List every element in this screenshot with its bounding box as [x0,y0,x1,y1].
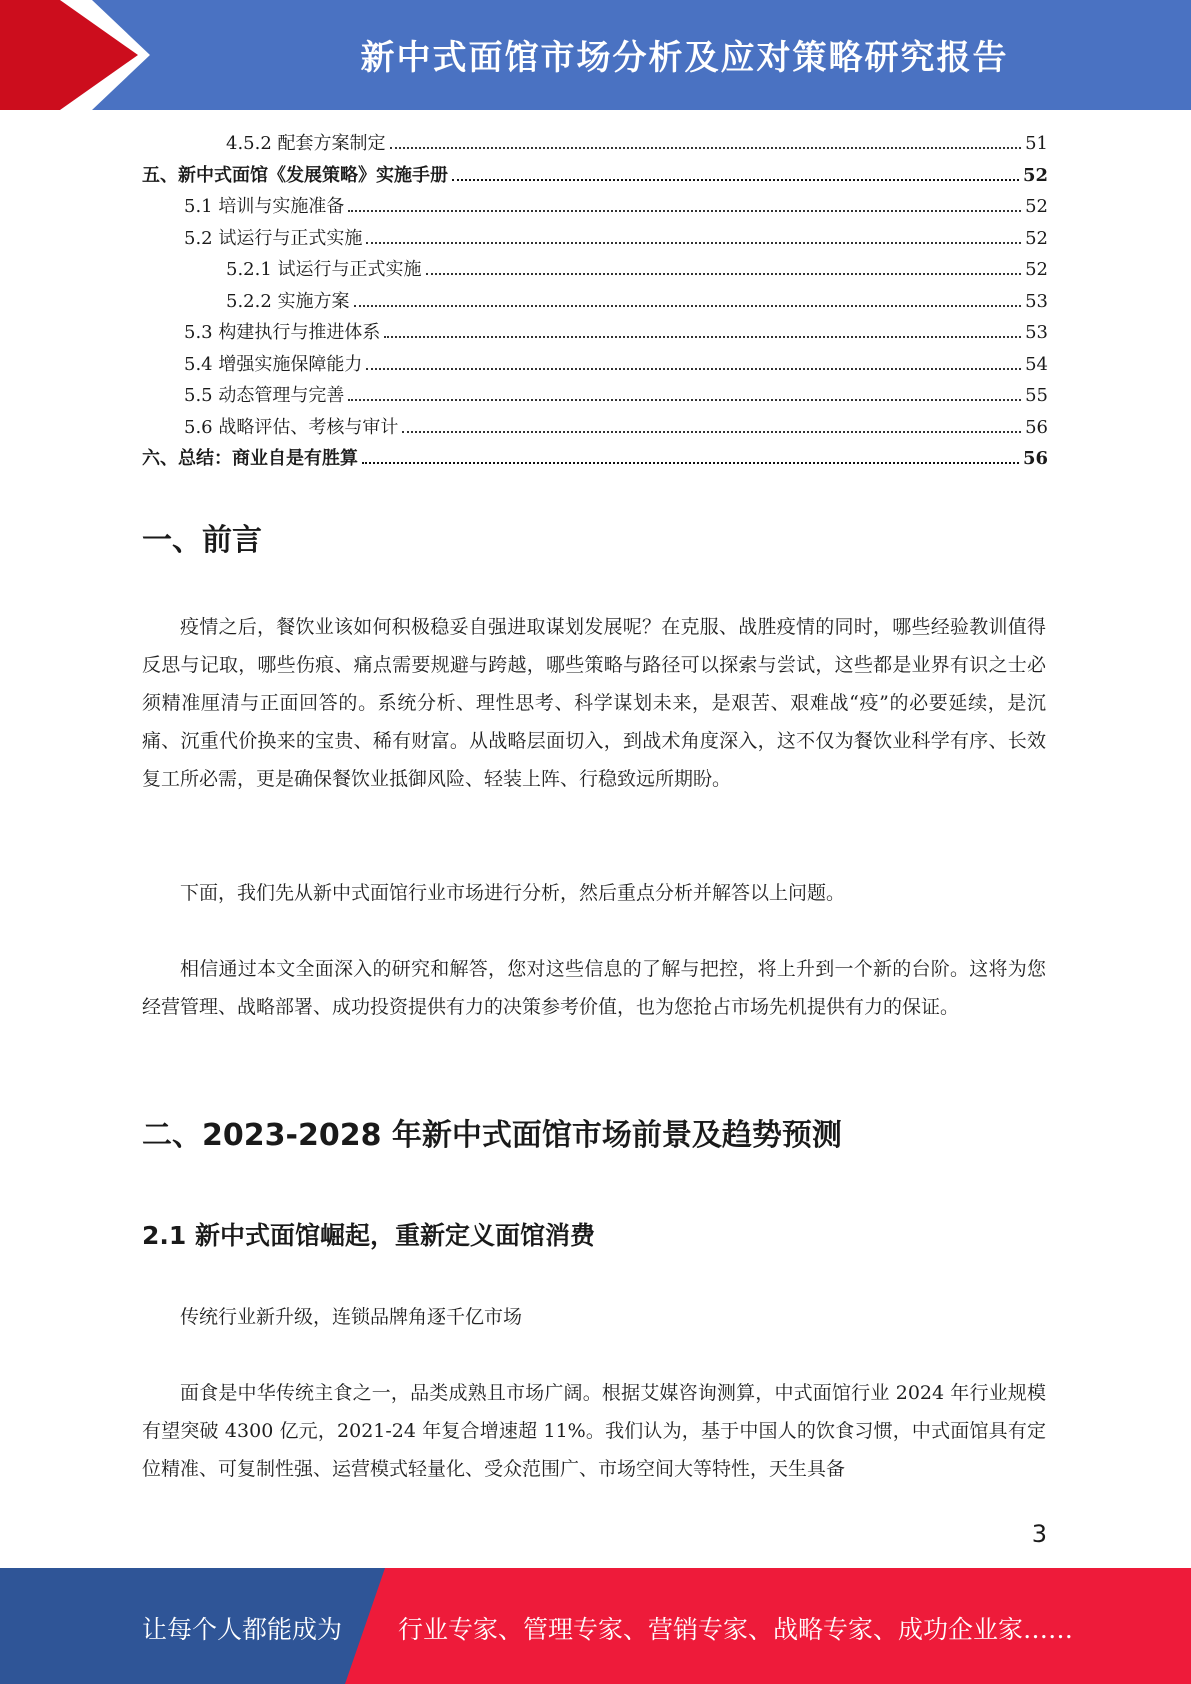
page-number: 3 [1031,1520,1047,1548]
toc-entry-page: 53 [1025,322,1048,343]
toc-entry-label: 5.3 构建执行与推进体系 [184,322,381,343]
toc-entry-label: 4.5.2 配套方案制定 [226,133,386,154]
toc-entry-label: 5.1 培训与实施准备 [184,196,345,217]
toc-leader-dots [390,147,1022,149]
toc-leader-dots [452,179,1019,181]
preface-paragraph-3: 相信通过本文全面深入的研究和解答，您对这些信息的了解与把控，将上升到一个新的台阶。这将为您经营管理、战略部署、成功投资提供有力的决策参考价值，也为您抢占市场先机提供有力的保证。 [142,958,1046,1018]
toc-leader-dots [348,210,1021,212]
toc-entry-page: 52 [1025,227,1048,249]
toc-leader-dots [366,242,1021,244]
toc-entry[interactable] [142,317,1048,349]
toc-entry[interactable] [142,412,1048,444]
toc-leader-dots [366,368,1021,370]
toc-entry-page: 56 [1025,416,1048,438]
footer-slogan-left: 让每个人都能成为 [142,1615,343,1644]
toc-entry-page: 56 [1022,448,1048,469]
toc-entry[interactable] [142,254,1048,286]
toc-entry[interactable] [142,286,1048,318]
report-title: 新中式面馆市场分析及应对策略研究报告 [360,38,1009,78]
toc-leader-dots [402,431,1021,433]
toc-entry-page: 51 [1025,133,1048,154]
toc-entry[interactable] [142,128,1048,160]
section-heading-preface: 一、前言 [142,523,262,558]
toc-entry-label: 5.2.2 实施方案 [226,290,350,312]
toc-entry-page: 54 [1025,353,1048,375]
section-heading-forecast: 二、2023-2028 年新中式面馆市场前景及趋势预测 [142,1118,842,1153]
page-footer [0,1568,1191,1684]
toc-entry[interactable] [142,349,1048,381]
toc-entry[interactable] [142,160,1048,192]
toc-entry[interactable] [142,380,1048,412]
toc-entry-label: 5.6 战略评估、考核与审计 [184,416,399,438]
toc-entry-label: 六、总结：商业自是有胜算 [142,448,358,469]
table-of-contents [142,128,1048,475]
toc-entry[interactable] [142,443,1048,475]
page-header [0,0,1191,110]
toc-entry[interactable] [142,223,1048,255]
toc-entry[interactable] [142,191,1048,223]
preface-paragraph-1: 疫情之后，餐饮业该如何积极稳妥自强进取谋划发展呢？在克服、战胜疫情的同时，哪些经验教训值得反思与记取，哪些伤痕、痛点需要规避与跨越，哪些策略与路径可以探索与尝试，这些都是业界有识之士必须精准厘清与正面回答的。系统分析、理性思考、科学谋划未来，是艰苦、艰难战“疫”的必要延续，是沉痛、沉重代价换来的宝贵、稀有财富。从战略层面切入，到战术角度深入，这不仅为餐饮业科学有序、长效复工所必需，更是确保餐饮业抵御风险、轻装上阵、行稳致远所期盼。 [142,616,1046,790]
toc-entry-label: 5.2 试运行与正式实施 [184,227,363,249]
toc-leader-dots [348,399,1021,401]
toc-leader-dots [426,273,1022,275]
toc-leader-dots [362,462,1019,464]
subsection-lead-line: 传统行业新升级，连锁品牌角逐千亿市场 [180,1306,523,1328]
toc-entry-page: 52 [1025,259,1048,280]
toc-entry-label: 5.4 增强实施保障能力 [184,353,363,375]
toc-entry-label: 5.2.1 试运行与正式实施 [226,259,422,280]
subsection-heading-2-1: 2.1 新中式面馆崛起，重新定义面馆消费 [142,1221,595,1250]
toc-leader-dots [354,305,1022,307]
header-chevron-decoration [0,0,200,110]
preface-paragraph-2: 下面，我们先从新中式面馆行业市场进行分析，然后重点分析并解答以上问题。 [180,882,846,904]
toc-entry-page: 52 [1022,164,1048,186]
footer-slogan-right: 行业专家、管理专家、营销专家、战略专家、成功企业家…… [398,1615,1074,1644]
subsection-paragraph: 面食是中华传统主食之一，品类成熟且市场广阔。根据艾媒咨询测算，中式面馆行业 2024 年行业规模有望突破 4300 亿元，2021-24 年复合增速超 11%。我们认为，基于中国人的饮食习惯，中式面馆具有定位精准、可复制性强、运营模式轻量化、受众范围广、市场空间大等特性，天生具备 [142,1382,1046,1480]
toc-leader-dots [384,336,1021,338]
toc-entry-page: 53 [1025,290,1048,312]
toc-entry-label: 五、新中式面馆《发展策略》实施手册 [142,164,448,186]
toc-entry-page: 55 [1025,385,1048,406]
toc-entry-page: 52 [1025,196,1048,217]
toc-entry-label: 5.5 动态管理与完善 [184,385,345,406]
